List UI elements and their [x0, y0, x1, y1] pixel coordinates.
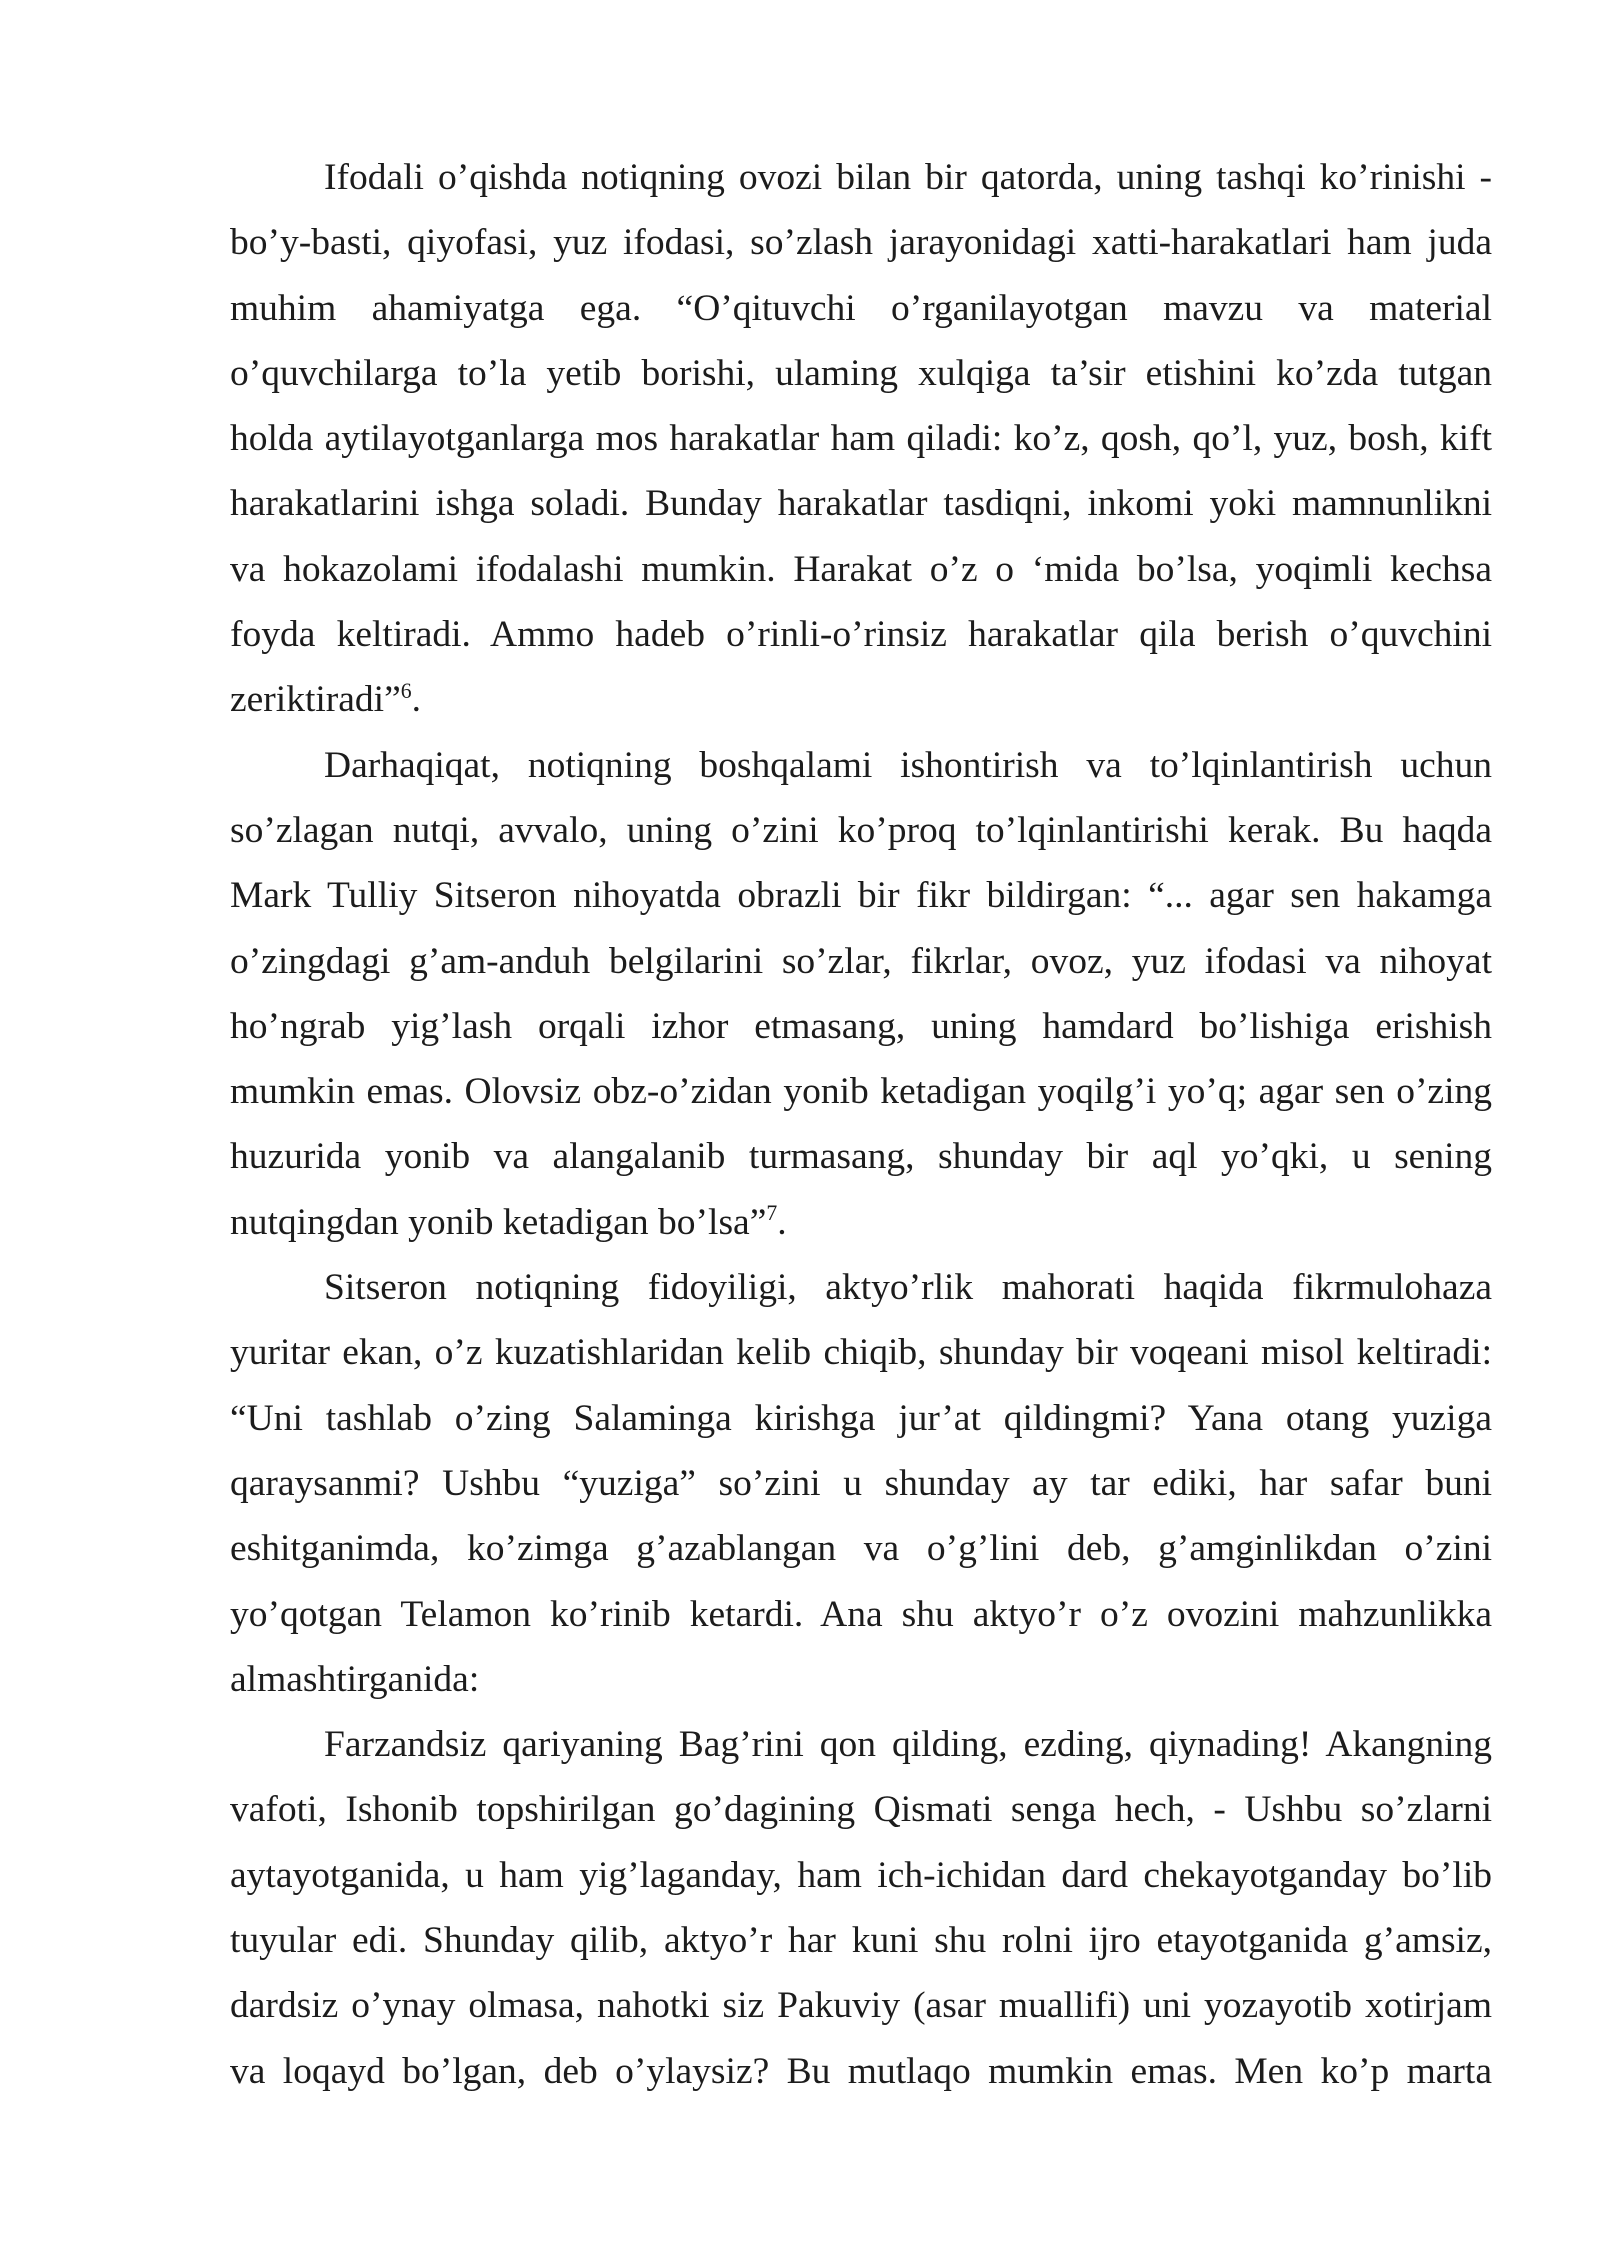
line-text: Darhaqiqat, notiqning boshqalami ishontirish va to’lqinlantirish uchun — [324, 744, 1492, 786]
line-text: foyda keltiradi. Ammo hadeb o’rinli-o’rinsiz harakatlar qila berish o’quvchini — [230, 614, 1492, 656]
line-text: so’zlagan nutqi, avvalo, uning o’zini ko’proq to’lqinlantirishi kerak. Bu haqda — [230, 809, 1492, 851]
text-line — [230, 406, 1492, 471]
text-line — [230, 1777, 1492, 1842]
text-line — [230, 145, 1492, 210]
line-text: Mark Tulliy Sitseron nihoyatda obrazli bir fikr bildirgan: “... agar sen hakamga — [230, 875, 1492, 917]
text-line — [230, 1386, 1492, 1451]
paragraph — [230, 733, 1492, 1255]
text-line — [230, 2039, 1492, 2104]
line-text: nutqingdan yonib ketadigan bo’lsa” — [230, 1201, 767, 1243]
line-text: ho’ngrab yig’lash orqali izhor etmasang, uning hamdard bo’lishiga erishish — [230, 1005, 1492, 1047]
line-text: Farzandsiz qariyaning Bag’rini qon qilding, ezding, qiynading! Akangning — [324, 1724, 1492, 1766]
line-text: zeriktiradi” — [230, 679, 401, 721]
line-text: va loqayd bo’lgan, deb o’ylaysiz? Bu mutlaqo mumkin emas. Men ko’p marta — [230, 2050, 1492, 2092]
text-line — [230, 341, 1492, 406]
line-text: bo’y-basti, qiyofasi, yuz ifodasi, so’zlash jarayonidagi xatti-harakatlari ham juda — [230, 222, 1492, 264]
text-line — [230, 602, 1492, 667]
text-line — [230, 798, 1492, 863]
text-line — [230, 929, 1492, 994]
line-text: dardsiz o’ynay olmasa, nahotki siz Pakuviy (asar muallifi) uni yozayotib xotirjam — [230, 1985, 1492, 2027]
paragraph — [230, 1255, 1492, 1712]
text-line — [230, 276, 1492, 341]
text-line — [230, 1712, 1492, 1777]
text-line — [230, 1255, 1492, 1320]
text-line — [230, 1451, 1492, 1516]
text-line — [230, 1124, 1492, 1189]
text-line — [230, 1647, 1492, 1712]
text-line — [230, 1843, 1492, 1908]
line-text: huzurida yonib va alangalanib turmasang, shunday bir aql yo’qki, u sening — [230, 1136, 1492, 1178]
line-text: va hokazolami ifodalashi mumkin. Harakat o’z o ‘mida bo’lsa, yoqimli kechsa — [230, 548, 1492, 590]
text-line — [230, 1320, 1492, 1385]
text-line — [230, 210, 1492, 275]
line-text: muhim ahamiyatga ega. “O’qituvchi o’rganilayotgan mavzu va material — [230, 287, 1492, 329]
text-line — [230, 537, 1492, 602]
footnote-ref: 6 — [400, 678, 412, 703]
line-text: almashtirganida: — [230, 1658, 480, 1700]
text-line — [230, 1582, 1492, 1647]
line-text: aytayotganida, u ham yig’laganday, ham ich-ichidan dard chekayotganday bo’lib — [230, 1854, 1492, 1896]
text-line — [230, 994, 1492, 1059]
line-text: Sitseron notiqning fidoyiligi, aktyo’rlik mahorati haqida fikrmulohaza — [324, 1267, 1492, 1309]
text-line — [230, 1059, 1492, 1124]
line-text: yuritar ekan, o’z kuzatishlaridan kelib chiqib, shunday bir voqeani misol keltiradi: — [230, 1332, 1492, 1374]
body-text — [230, 145, 1492, 2104]
footnote-ref: 7 — [766, 1201, 778, 1226]
text-line — [230, 1908, 1492, 1973]
text-line — [230, 667, 1492, 732]
line-text: qaraysanmi? Ushbu “yuziga” so’zini u shunday ay tar ediki, har safar buni — [230, 1462, 1492, 1504]
line-end-punctuation: . — [777, 1201, 787, 1243]
line-text: harakatlarini ishga soladi. Bunday harakatlar tasdiqni, inkomi yoki mamnunlikni — [230, 483, 1492, 525]
line-text: vafoti, Ishonib topshirilgan go’dagining Qismati senga hech, - Ushbu so’zlarni — [230, 1789, 1492, 1831]
line-text: tuyular edi. Shunday qilib, aktyo’r har kuni shu rolni ijro etayotganida g’amsiz, — [230, 1920, 1492, 1962]
text-line — [230, 1190, 1492, 1255]
line-text: eshitganimda, ko’zimga g’azablangan va o’g’lini deb, g’amginlikdan o’zini — [230, 1528, 1492, 1570]
line-text: o’quvchilarga to’la yetib borishi, ulaming xulqiga ta’sir etishini ko’zda tutgan — [230, 352, 1492, 394]
line-text: holda aytilayotganlarga mos harakatlar ham qiladi: ko’z, qosh, qo’l, yuz, bosh, kift — [230, 418, 1492, 460]
text-line — [230, 1973, 1492, 2038]
text-line — [230, 733, 1492, 798]
line-text: “Uni tashlab o’zing Salaminga kirishga jur’at qildingmi? Yana otang yuziga — [230, 1397, 1492, 1439]
paragraph — [230, 1712, 1492, 2104]
text-line — [230, 863, 1492, 928]
line-text: mumkin emas. Olovsiz obz-o’zidan yonib ketadigan yoqilg’i yo’q; agar sen o’zing — [230, 1071, 1492, 1113]
text-line — [230, 1516, 1492, 1581]
line-text: yo’qotgan Telamon ko’rinib ketardi. Ana shu aktyo’r o’z ovozini mahzunlikka — [230, 1593, 1492, 1635]
line-end-punctuation: . — [411, 679, 421, 721]
line-text: Ifodali o’qishda notiqning ovozi bilan bir qatorda, uning tashqi ko’rinishi - — [324, 157, 1492, 198]
text-line — [230, 471, 1492, 536]
line-text: o’zingdagi g’am-anduh belgilarini so’zlar, fikrlar, ovoz, yuz ifodasi va nihoyat — [230, 940, 1492, 982]
paragraph — [230, 145, 1492, 733]
